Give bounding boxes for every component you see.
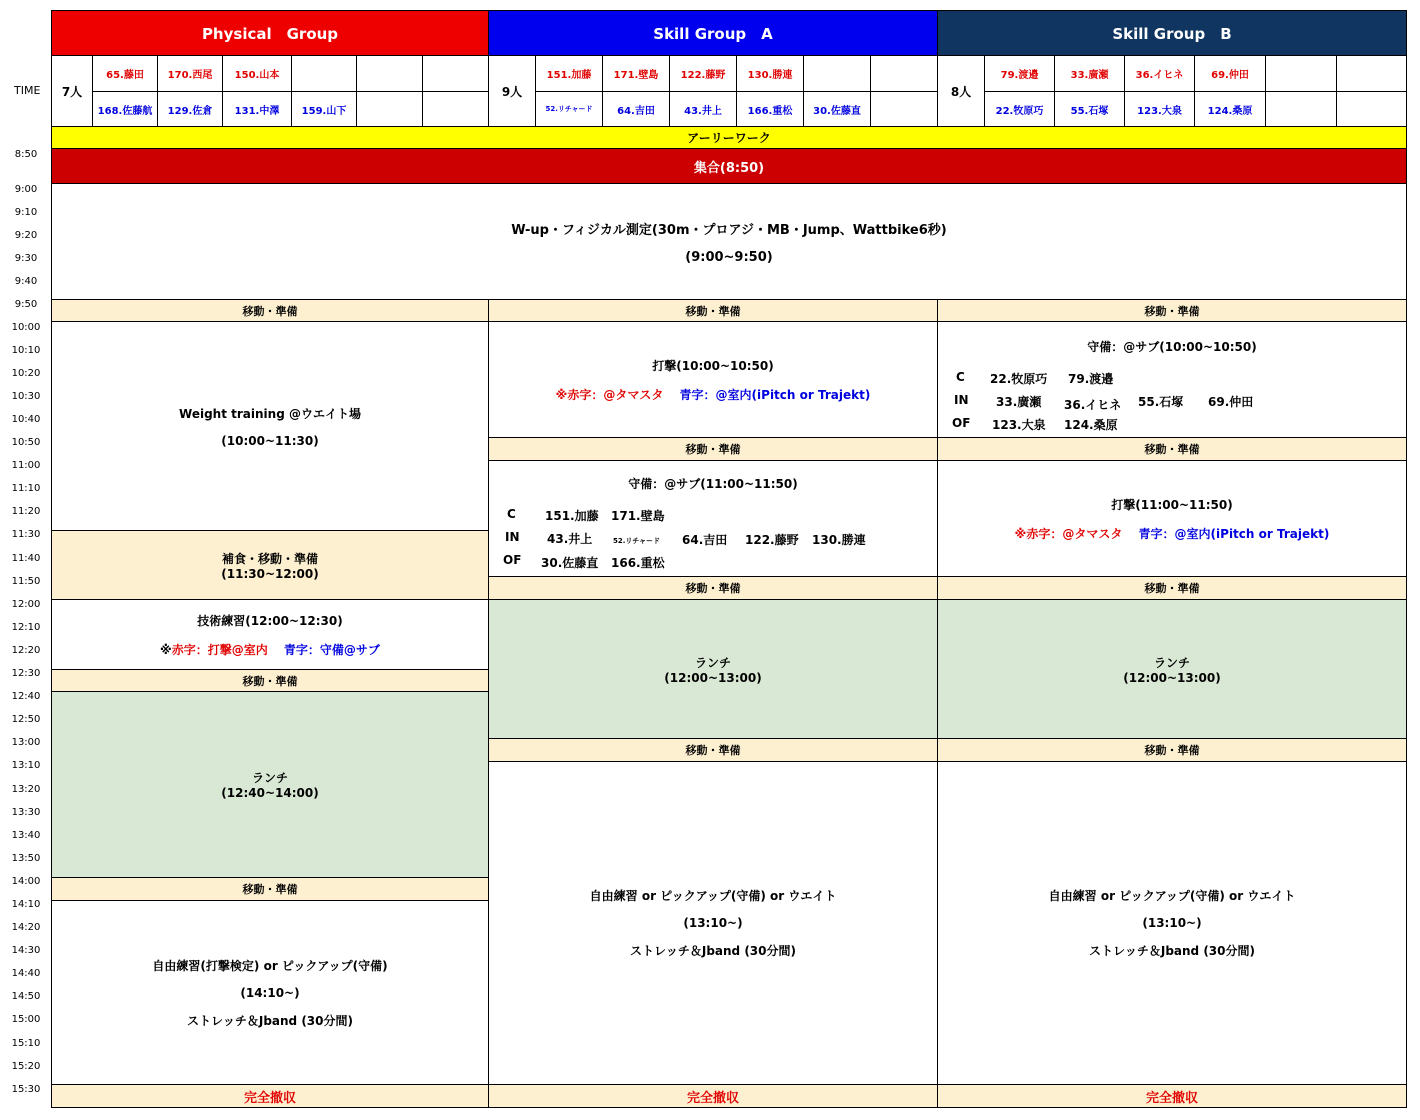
time-label: 13:00: [11, 737, 41, 748]
time-label: 13:40: [11, 830, 41, 841]
player: 130.勝連: [812, 533, 866, 547]
time-label: 10:00: [11, 322, 41, 333]
physical-group-header: Physical Group: [51, 10, 489, 56]
time-label: 15:20: [11, 1061, 41, 1072]
time-label: 11:10: [11, 483, 41, 494]
time-label: 9:40: [14, 276, 38, 287]
time-label: 12:40: [11, 691, 41, 702]
move-bar: 移動・準備: [488, 738, 938, 762]
position-c-label: C: [507, 507, 516, 521]
tech-note: [160, 641, 380, 658]
time-label: 11:40: [11, 553, 41, 564]
roster-empty-cell: [356, 91, 423, 127]
roster-empty-cell: [1336, 55, 1407, 92]
time-label: 11:30: [11, 529, 41, 540]
blue-note: 青字：守備@サブ: [283, 642, 380, 657]
roster-cell: 69.仲田: [1194, 55, 1266, 92]
roster-empty-cell: [422, 55, 489, 92]
player: 55.石塚: [1138, 395, 1184, 409]
free-practice-block: [937, 761, 1407, 1085]
lunch-time: (12:00~13:00): [664, 670, 762, 685]
batting-block: [488, 321, 938, 438]
time-label: 9:30: [14, 253, 38, 264]
defense-block: [937, 321, 1407, 438]
blue-note: 青字：@室内(iPitch or Trajekt): [1138, 526, 1330, 541]
roster-empty-cell: [803, 55, 871, 92]
time-label: 14:50: [11, 991, 41, 1002]
tech-practice-block: [51, 599, 489, 670]
position-in-label: IN: [954, 393, 969, 407]
lunch-time: (12:00~13:00): [1123, 670, 1221, 685]
weight-title: Weight training @ウエイト場: [179, 406, 361, 421]
free-title: 自由練習 or ピックアップ(守備) or ウエイト: [1048, 889, 1296, 903]
roster-empty-cell: [1336, 91, 1407, 127]
skill-group-b-header: Skill Group B: [937, 10, 1407, 56]
final-bar: 完全撤収: [51, 1084, 489, 1108]
lunch-title: ランチ: [694, 655, 731, 670]
move-bar: 移動・準備: [488, 576, 938, 600]
time-label: 11:00: [11, 460, 41, 471]
gather-bar: 集合(8:50): [51, 148, 1407, 184]
skill-b-count: 8人: [937, 55, 985, 127]
time-label: 12:10: [11, 622, 41, 633]
weight-time: (10:00~11:30): [221, 433, 319, 448]
time-label: 9:00: [14, 184, 38, 195]
player: 124.桑原: [1064, 418, 1118, 432]
roster-cell: 30.佐藤直: [803, 91, 871, 127]
time-label: 13:20: [11, 784, 41, 795]
move-bar: 移動・準備: [51, 299, 489, 322]
final-bar: 完全撤収: [488, 1084, 938, 1108]
roster-cell: 170.西尾: [157, 55, 223, 92]
free-time: (13:10~): [683, 916, 743, 930]
batting-title: 打撃(10:00~10:50): [652, 358, 774, 373]
time-label: 9:20: [14, 230, 38, 241]
time-label: 14:00: [11, 876, 41, 887]
time-label: 13:50: [11, 853, 41, 864]
player: 151.加藤: [545, 509, 599, 523]
free-title: 自由練習(打撃検定) or ピックアップ(守備): [152, 958, 388, 973]
player: 52.リチャード: [613, 537, 661, 545]
lunch-title: ランチ: [251, 771, 288, 785]
batting-block: [937, 460, 1407, 577]
roster-cell: 55.石塚: [1054, 91, 1125, 127]
position-c-label: C: [956, 370, 965, 384]
free-time: (14:10~): [240, 985, 300, 1000]
roster-cell: 130.勝連: [736, 55, 804, 92]
time-label: 12:50: [11, 714, 41, 725]
early-work-bar: アーリーワーク: [51, 126, 1407, 149]
player: 122.藤野: [745, 533, 799, 547]
roster-empty-cell: [356, 55, 423, 92]
position-of-label: OF: [503, 553, 522, 567]
move-bar: 移動・準備: [488, 437, 938, 461]
note-mark: ※: [1014, 526, 1027, 541]
lunch-block: [488, 599, 938, 739]
time-label: 11:50: [11, 576, 41, 587]
move-bar: 移動・準備: [937, 576, 1407, 600]
free-stretch: ストレッチ＆Jband (30分間): [1088, 944, 1255, 958]
warmup-title: W-up・フィジカル測定(30m・プロアジ・MB・Jump、Wattbike6秒): [511, 222, 947, 238]
warmup-time: (9:00~9:50): [685, 249, 773, 265]
roster-empty-cell: [422, 91, 489, 127]
player: 36.イヒネ: [1064, 398, 1122, 412]
lunch-block: [51, 691, 489, 878]
roster-cell: 124.桑原: [1194, 91, 1266, 127]
roster-cell: 168.佐藤航: [92, 91, 158, 127]
defense-title: 守備：@サブ(11:00~11:50): [628, 477, 798, 491]
weight-training-block: [51, 321, 489, 531]
time-label: 13:10: [11, 760, 41, 771]
player: 64.吉田: [682, 533, 728, 547]
time-label: 10:20: [11, 368, 41, 379]
time-label: 15:10: [11, 1038, 41, 1049]
time-label: 15:00: [11, 1014, 41, 1025]
final-bar: 完全撤収: [937, 1084, 1407, 1108]
player: 30.佐藤直: [541, 556, 599, 570]
roster-cell: 122.藤野: [669, 55, 737, 92]
snack-time: (11:30~12:00): [221, 566, 319, 581]
player: 33.廣瀬: [996, 395, 1042, 409]
time-label: 13:30: [11, 807, 41, 818]
roster-cell: 129.佐倉: [157, 91, 223, 127]
roster-cell: 151.加藤: [535, 55, 603, 92]
roster-cell: 36.イヒネ: [1124, 55, 1195, 92]
free-practice-block: [488, 761, 938, 1085]
red-note: 赤字：@タマスタ: [567, 387, 664, 402]
roster-cell: 123.大泉: [1124, 91, 1195, 127]
roster-empty-cell: [1265, 55, 1337, 92]
defense-title: 守備：@サブ(10:00~10:50): [1087, 340, 1257, 354]
time-label: 15:30: [11, 1084, 41, 1095]
time-label: 9:50: [14, 299, 38, 310]
player: 79.渡邉: [1068, 372, 1114, 386]
player: 123.大泉: [992, 418, 1046, 432]
roster-cell: 131.中澤: [222, 91, 292, 127]
player: 171.壁島: [611, 509, 665, 523]
move-bar: 移動・準備: [937, 738, 1407, 762]
roster-cell: 166.重松: [736, 91, 804, 127]
time-label: 12:20: [11, 645, 41, 656]
time-label: 12:30: [11, 668, 41, 679]
free-title: 自由練習 or ピックアップ(守備) or ウエイト: [589, 889, 837, 903]
lunch-title: ランチ: [1153, 655, 1190, 670]
roster-cell: 52.リチャード: [535, 91, 603, 127]
roster-empty-cell: [291, 55, 357, 92]
position-in-label: IN: [505, 530, 520, 544]
tech-title: 技術練習(12:00~12:30): [197, 613, 343, 628]
free-practice-block: [51, 900, 489, 1085]
snack-title: 補食・移動・準備: [221, 551, 318, 566]
move-bar: 移動・準備: [51, 877, 489, 901]
player: 22.牧原巧: [990, 372, 1048, 386]
time-label: 14:10: [11, 899, 41, 910]
time-label: 14:30: [11, 945, 41, 956]
move-bar: 移動・準備: [51, 669, 489, 692]
lunch-time: (12:40~14:00): [221, 786, 319, 800]
roster-cell: 171.壁島: [602, 55, 670, 92]
note-mark: ※: [555, 387, 568, 402]
position-of-label: OF: [952, 416, 971, 430]
roster-empty-cell: [870, 91, 938, 127]
roster-cell: 43.井上: [669, 91, 737, 127]
free-stretch: ストレッチ＆Jband (30分間): [629, 944, 796, 958]
time-header: TIME: [14, 84, 41, 97]
snack-block: [51, 530, 489, 600]
physical-count: 7人: [51, 55, 93, 127]
time-label: 14:40: [11, 968, 41, 979]
time-label: 12:00: [11, 599, 41, 610]
roster-cell: 65.藤田: [92, 55, 158, 92]
batting-title: 打撃(11:00~11:50): [1111, 497, 1233, 512]
time-label: 8:50: [14, 149, 38, 160]
skill-group-a-header: Skill Group A: [488, 10, 938, 56]
roster-cell: 79.渡邉: [984, 55, 1055, 92]
warmup-block: [51, 183, 1407, 300]
red-note: 赤字：打撃@室内: [171, 642, 268, 657]
roster-empty-cell: [1265, 91, 1337, 127]
roster-cell: 64.吉田: [602, 91, 670, 127]
time-label: 10:50: [11, 437, 41, 448]
note-mark: ※: [160, 642, 172, 657]
move-bar: 移動・準備: [937, 437, 1407, 461]
lunch-block: [937, 599, 1407, 739]
blue-note: 青字：@室内(iPitch or Trajekt): [679, 387, 871, 402]
time-label: 10:30: [11, 391, 41, 402]
time-label: 11:20: [11, 506, 41, 517]
player: 43.井上: [547, 532, 593, 546]
time-label: 14:20: [11, 922, 41, 933]
free-time: (13:10~): [1142, 916, 1202, 930]
player: 166.重松: [611, 556, 665, 570]
move-bar: 移動・準備: [488, 299, 938, 322]
defense-block: [488, 460, 938, 577]
move-bar: 移動・準備: [937, 299, 1407, 322]
roster-cell: 33.廣瀬: [1054, 55, 1125, 92]
red-note: 赤字：@タマスタ: [1026, 526, 1123, 541]
time-label: 9:10: [14, 207, 38, 218]
roster-cell: 22.牧原巧: [984, 91, 1055, 127]
free-stretch: ストレッチ＆Jband (30分間): [186, 1013, 353, 1028]
roster-cell: 159.山下: [291, 91, 357, 127]
roster-empty-cell: [870, 55, 938, 92]
time-label: 10:40: [11, 414, 41, 425]
player: 69.仲田: [1208, 395, 1254, 409]
roster-cell: 150.山本: [222, 55, 292, 92]
time-label: 10:10: [11, 345, 41, 356]
skill-a-count: 9人: [488, 55, 536, 127]
